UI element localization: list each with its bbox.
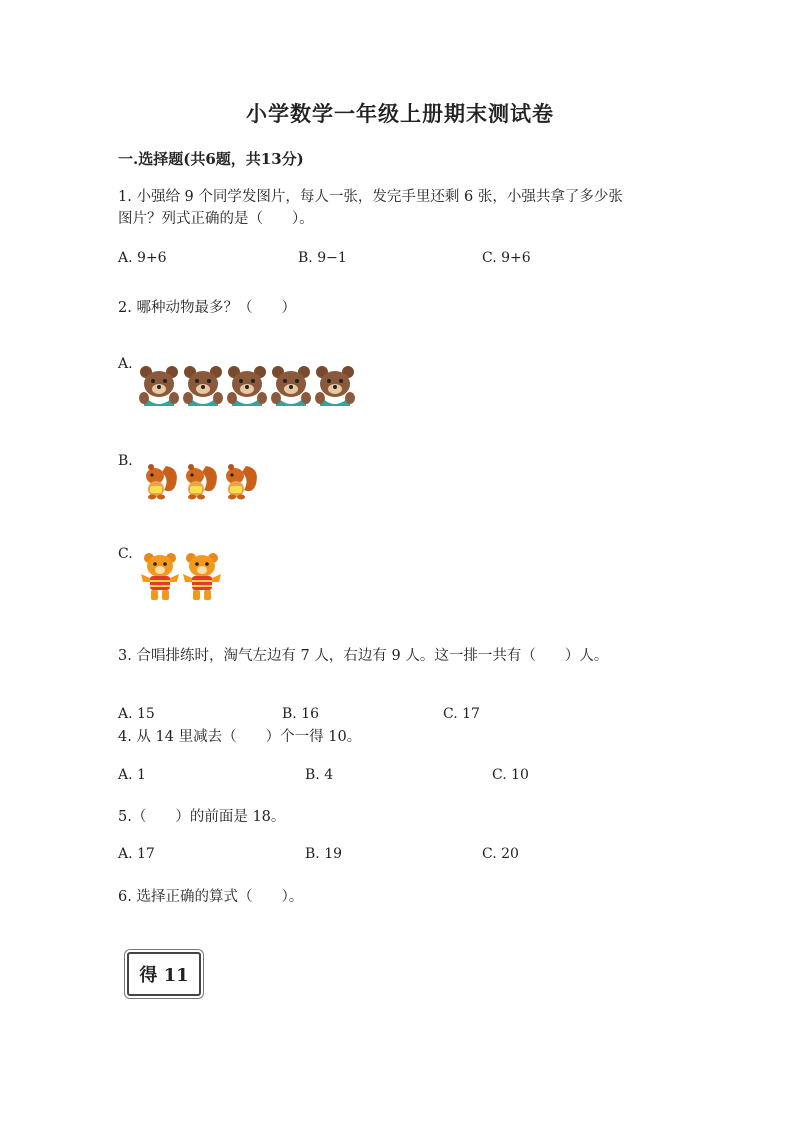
question-3: 3. 合唱排练时，淘气左边有 7 人，右边有 9 人。这一排一共有（ ）人。 bbox=[118, 648, 609, 664]
bear-icons-group bbox=[138, 364, 358, 410]
page-title: 小学数学一年级上册期末测试卷 bbox=[246, 101, 554, 126]
q1-option-a: A. 9+6 bbox=[118, 250, 167, 266]
question-1-line-2: 图片？列式正确的是（ ）。 bbox=[118, 211, 314, 227]
q2-option-a-animals bbox=[138, 364, 358, 410]
q4-option-c: C. 10 bbox=[492, 767, 529, 783]
bear-cub-icons-group bbox=[140, 552, 226, 604]
result-box-label: 得 11 bbox=[139, 965, 189, 986]
question-6: 6. 选择正确的算式（ ）。 bbox=[118, 889, 304, 905]
bear-cub-icon bbox=[183, 553, 221, 600]
section-heading: 一.选择题(共6题，共13分) bbox=[118, 150, 304, 168]
q5-option-c: C. 20 bbox=[482, 846, 519, 862]
bear-cub-icon bbox=[141, 553, 179, 600]
squirrel-icons-group bbox=[140, 462, 265, 502]
bear-icon bbox=[315, 366, 355, 406]
q3-option-a: A. 15 bbox=[118, 706, 155, 722]
q4-option-b: B. 4 bbox=[305, 767, 334, 783]
q3-option-c: C. 17 bbox=[443, 706, 480, 722]
q2-option-b-label: B. bbox=[118, 453, 133, 469]
q2-option-c-label: C. bbox=[118, 546, 133, 562]
q4-option-a: A. 1 bbox=[118, 767, 146, 783]
q5-option-b: B. 19 bbox=[305, 846, 343, 862]
q1-option-b: B. 9−1 bbox=[298, 250, 347, 266]
squirrel-icon bbox=[146, 464, 177, 500]
q3-option-b: B. 16 bbox=[282, 706, 320, 722]
question-2: 2. 哪种动物最多？（ ） bbox=[118, 300, 296, 316]
q2-option-c-animals bbox=[140, 552, 226, 604]
question-1 bbox=[118, 186, 623, 230]
question-5: 5.（ ）的前面是 18。 bbox=[118, 809, 286, 825]
q2-option-b-animals bbox=[140, 462, 265, 502]
squirrel-icon bbox=[226, 464, 257, 500]
q5-option-a: A. 17 bbox=[118, 846, 155, 862]
question-4: 4. 从 14 里减去（ ）个一得 10。 bbox=[118, 729, 362, 745]
result-box bbox=[127, 952, 201, 996]
bear-icon bbox=[227, 366, 267, 406]
question-1-line-1: 1. 小强给 9 个同学发图片，每人一张，发完手里还剩 6 张，小强共拿了多少张 bbox=[118, 189, 623, 205]
bear-icon bbox=[271, 366, 311, 406]
q2-option-a-label: A. bbox=[118, 356, 133, 372]
bear-icon bbox=[139, 366, 179, 406]
squirrel-icon bbox=[186, 464, 217, 500]
bear-icon bbox=[183, 366, 223, 406]
q1-option-c: C. 9+6 bbox=[482, 250, 531, 266]
